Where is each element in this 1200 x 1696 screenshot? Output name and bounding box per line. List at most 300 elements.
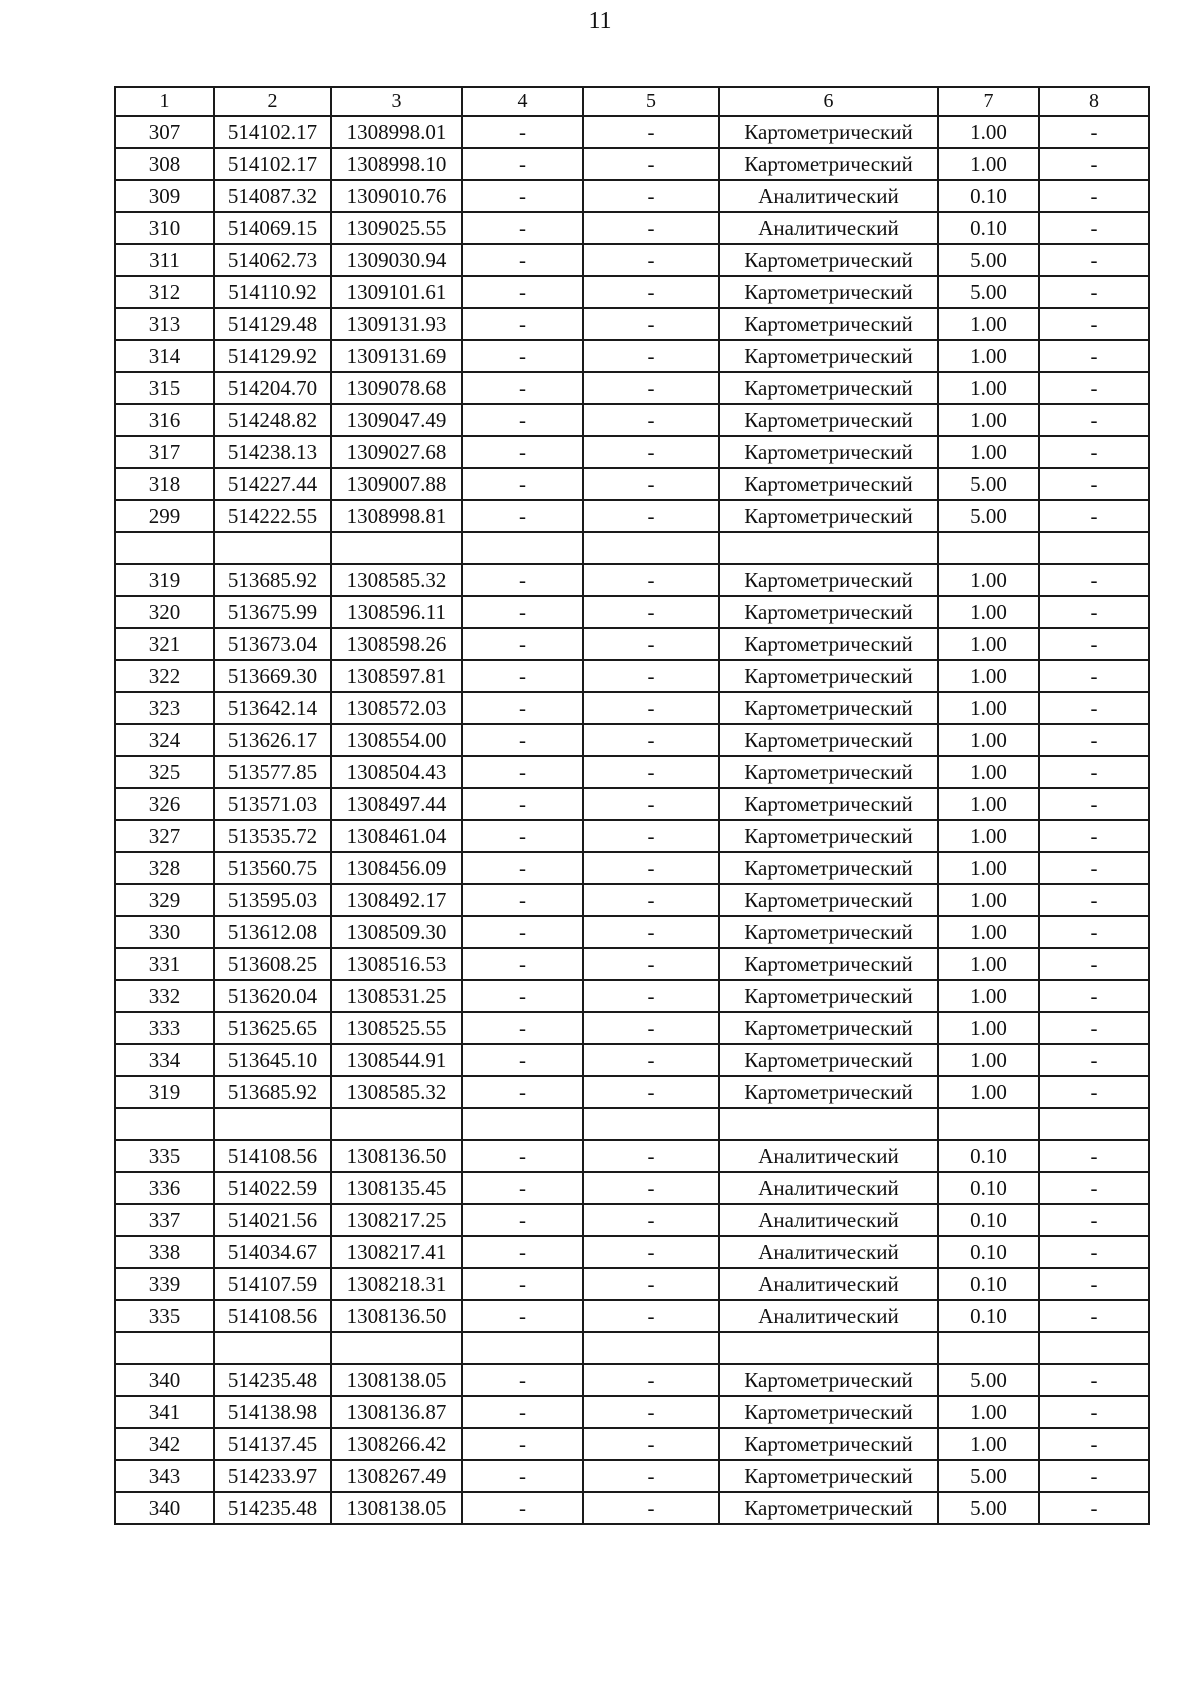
- table-row: [115, 628, 1149, 660]
- column-header-8: 8: [1039, 87, 1149, 116]
- table-cell-col-4: [462, 1332, 583, 1364]
- table-cell-col-4: -: [462, 1460, 583, 1492]
- table-cell-col-5: -: [583, 340, 719, 372]
- table-cell-col-6: Картометрический: [719, 692, 938, 724]
- table-cell-col-1: 343: [115, 1460, 214, 1492]
- table-cell-col-7: 1.00: [938, 788, 1039, 820]
- table-cell-col-1: 315: [115, 372, 214, 404]
- table-row: [115, 148, 1149, 180]
- table-cell-col-1: 318: [115, 468, 214, 500]
- table-cell-col-4: [462, 532, 583, 564]
- table-cell-col-6: Картометрический: [719, 660, 938, 692]
- table-cell-col-2: 514233.97: [214, 1460, 331, 1492]
- table-cell-col-7: [938, 532, 1039, 564]
- table-cell-col-1: 325: [115, 756, 214, 788]
- table-cell-col-2: 514069.15: [214, 212, 331, 244]
- table-cell-col-5: -: [583, 148, 719, 180]
- table-cell-col-3: 1308461.04: [331, 820, 462, 852]
- table-cell-col-5: -: [583, 436, 719, 468]
- table-cell-col-4: -: [462, 1428, 583, 1460]
- table-cell-col-6: Аналитический: [719, 1268, 938, 1300]
- table-cell-col-1: 340: [115, 1492, 214, 1524]
- table-cell-col-7: 1.00: [938, 1076, 1039, 1108]
- table-cell-col-1: [115, 1108, 214, 1140]
- table-cell-col-1: 336: [115, 1172, 214, 1204]
- table-cell-col-2: 513608.25: [214, 948, 331, 980]
- table-cell-col-8: -: [1039, 596, 1149, 628]
- table-cell-col-6: Картометрический: [719, 1364, 938, 1396]
- table-cell-col-4: -: [462, 180, 583, 212]
- table-cell-col-2: 514034.67: [214, 1236, 331, 1268]
- table-cell-col-6: Картометрический: [719, 500, 938, 532]
- table-cell-col-8: -: [1039, 244, 1149, 276]
- table-row: [115, 980, 1149, 1012]
- table-cell-col-7: 1.00: [938, 884, 1039, 916]
- table-row: [115, 1396, 1149, 1428]
- table-cell-col-6: Аналитический: [719, 1140, 938, 1172]
- table-cell-col-8: -: [1039, 788, 1149, 820]
- table-cell-col-5: -: [583, 660, 719, 692]
- table-cell-col-8: -: [1039, 1044, 1149, 1076]
- table-cell-col-1: 314: [115, 340, 214, 372]
- table-cell-col-7: 5.00: [938, 244, 1039, 276]
- table-cell-col-3: 1308525.55: [331, 1012, 462, 1044]
- table-cell-col-1: 312: [115, 276, 214, 308]
- table-cell-col-6: Картометрический: [719, 628, 938, 660]
- table-cell-col-2: [214, 1332, 331, 1364]
- table-cell-col-4: -: [462, 148, 583, 180]
- table-cell-col-1: 327: [115, 820, 214, 852]
- table-cell-col-6: Картометрический: [719, 372, 938, 404]
- table-cell-col-5: -: [583, 948, 719, 980]
- table-cell-col-5: -: [583, 628, 719, 660]
- table-cell-col-1: 319: [115, 564, 214, 596]
- table-row: [115, 308, 1149, 340]
- table-cell-col-2: [214, 532, 331, 564]
- table-cell-col-1: 337: [115, 1204, 214, 1236]
- table-cell-col-3: 1308572.03: [331, 692, 462, 724]
- table-cell-col-6: Картометрический: [719, 852, 938, 884]
- table-cell-col-3: 1309131.69: [331, 340, 462, 372]
- table-row: [115, 916, 1149, 948]
- table-cell-col-8: -: [1039, 916, 1149, 948]
- table-cell-col-7: 1.00: [938, 404, 1039, 436]
- table-cell-col-5: -: [583, 788, 719, 820]
- table-cell-col-1: 335: [115, 1300, 214, 1332]
- table-cell-col-6: Картометрический: [719, 980, 938, 1012]
- table-cell-col-4: -: [462, 1492, 583, 1524]
- table-cell-col-3: 1308138.05: [331, 1364, 462, 1396]
- table-cell-col-5: -: [583, 1364, 719, 1396]
- table-cell-col-2: 514021.56: [214, 1204, 331, 1236]
- table-cell-col-7: 1.00: [938, 756, 1039, 788]
- table-cell-col-6: Картометрический: [719, 1396, 938, 1428]
- table-cell-col-1: 333: [115, 1012, 214, 1044]
- table-cell-col-6: Аналитический: [719, 180, 938, 212]
- table-cell-col-3: 1308497.44: [331, 788, 462, 820]
- table-cell-col-4: -: [462, 244, 583, 276]
- table-cell-col-5: -: [583, 1396, 719, 1428]
- table-cell-col-2: 514248.82: [214, 404, 331, 436]
- table-cell-col-7: 5.00: [938, 1460, 1039, 1492]
- table-cell-col-4: -: [462, 820, 583, 852]
- table-cell-col-2: 514107.59: [214, 1268, 331, 1300]
- table-separator-row: [115, 532, 1149, 564]
- table-cell-col-7: 1.00: [938, 948, 1039, 980]
- table-cell-col-3: 1308585.32: [331, 1076, 462, 1108]
- table-cell-col-2: 513595.03: [214, 884, 331, 916]
- table-cell-col-6: Картометрический: [719, 1460, 938, 1492]
- table-cell-col-7: 1.00: [938, 980, 1039, 1012]
- table-row: [115, 1044, 1149, 1076]
- table-cell-col-4: -: [462, 628, 583, 660]
- table-cell-col-3: 1309131.93: [331, 308, 462, 340]
- table-cell-col-3: 1308998.01: [331, 116, 462, 148]
- table-row: [115, 1076, 1149, 1108]
- table-cell-col-4: -: [462, 308, 583, 340]
- table-cell-col-5: -: [583, 852, 719, 884]
- table-cell-col-6: Картометрический: [719, 1044, 938, 1076]
- table-cell-col-4: -: [462, 212, 583, 244]
- table-cell-col-6: Аналитический: [719, 1204, 938, 1236]
- table-cell-col-2: 514062.73: [214, 244, 331, 276]
- table-cell-col-8: -: [1039, 1172, 1149, 1204]
- table-cell-col-8: -: [1039, 500, 1149, 532]
- table-cell-col-5: -: [583, 1460, 719, 1492]
- table-cell-col-1: 324: [115, 724, 214, 756]
- table-cell-col-8: -: [1039, 948, 1149, 980]
- table-cell-col-1: 317: [115, 436, 214, 468]
- table-cell-col-2: 513685.92: [214, 1076, 331, 1108]
- table-cell-col-5: -: [583, 276, 719, 308]
- table-row: [115, 1300, 1149, 1332]
- table-row: [115, 948, 1149, 980]
- table-cell-col-3: 1308138.05: [331, 1492, 462, 1524]
- table-cell-col-7: 0.10: [938, 180, 1039, 212]
- table-row: [115, 1236, 1149, 1268]
- table-cell-col-7: 0.10: [938, 1236, 1039, 1268]
- table-cell-col-7: 1.00: [938, 340, 1039, 372]
- table-row: [115, 884, 1149, 916]
- table-cell-col-8: -: [1039, 852, 1149, 884]
- table-row: [115, 692, 1149, 724]
- table-cell-col-5: [583, 532, 719, 564]
- table-cell-col-4: [462, 1108, 583, 1140]
- table-cell-col-1: 326: [115, 788, 214, 820]
- table-cell-col-4: -: [462, 1044, 583, 1076]
- table-cell-col-6: Аналитический: [719, 212, 938, 244]
- table-cell-col-2: 513577.85: [214, 756, 331, 788]
- table-cell-col-1: 308: [115, 148, 214, 180]
- table-cell-col-8: [1039, 1108, 1149, 1140]
- table-cell-col-5: -: [583, 756, 719, 788]
- table-cell-col-8: -: [1039, 564, 1149, 596]
- table-cell-col-2: 513685.92: [214, 564, 331, 596]
- table-cell-col-5: -: [583, 1076, 719, 1108]
- table-cell-col-8: -: [1039, 340, 1149, 372]
- table-cell-col-2: 514108.56: [214, 1300, 331, 1332]
- table-cell-col-1: 342: [115, 1428, 214, 1460]
- table-cell-col-6: Картометрический: [719, 756, 938, 788]
- table-cell-col-3: 1309101.61: [331, 276, 462, 308]
- table-cell-col-8: -: [1039, 724, 1149, 756]
- table-cell-col-3: 1309010.76: [331, 180, 462, 212]
- table-cell-col-3: 1308492.17: [331, 884, 462, 916]
- table-cell-col-8: -: [1039, 148, 1149, 180]
- table-cell-col-8: -: [1039, 756, 1149, 788]
- table-row: [115, 1268, 1149, 1300]
- column-header-2: 2: [214, 87, 331, 116]
- table-cell-col-6: Картометрический: [719, 724, 938, 756]
- table-cell-col-3: 1308267.49: [331, 1460, 462, 1492]
- table-cell-col-6: Картометрический: [719, 404, 938, 436]
- table-cell-col-5: -: [583, 692, 719, 724]
- table-cell-col-4: -: [462, 756, 583, 788]
- table-cell-col-4: -: [462, 500, 583, 532]
- coordinates-table: [114, 86, 1150, 1525]
- table-cell-col-5: -: [583, 1012, 719, 1044]
- table-cell-col-2: 513642.14: [214, 692, 331, 724]
- table-cell-col-3: 1308998.81: [331, 500, 462, 532]
- table-row: [115, 1428, 1149, 1460]
- table-cell-col-4: -: [462, 564, 583, 596]
- table-cell-col-3: 1308217.25: [331, 1204, 462, 1236]
- table-cell-col-5: -: [583, 1428, 719, 1460]
- table-cell-col-3: 1308266.42: [331, 1428, 462, 1460]
- table-cell-col-1: 341: [115, 1396, 214, 1428]
- table-cell-col-6: Картометрический: [719, 148, 938, 180]
- table-cell-col-8: -: [1039, 1140, 1149, 1172]
- table-cell-col-3: 1309025.55: [331, 212, 462, 244]
- column-header-6: 6: [719, 87, 938, 116]
- table-cell-col-7: [938, 1108, 1039, 1140]
- column-header-1: 1: [115, 87, 214, 116]
- table-cell-col-4: -: [462, 1140, 583, 1172]
- table-cell-col-5: -: [583, 1172, 719, 1204]
- table-cell-col-4: -: [462, 916, 583, 948]
- table-cell-col-1: 331: [115, 948, 214, 980]
- table-cell-col-8: -: [1039, 980, 1149, 1012]
- table-cell-col-5: -: [583, 1044, 719, 1076]
- table-cell-col-3: 1309047.49: [331, 404, 462, 436]
- table-cell-col-7: 5.00: [938, 1364, 1039, 1396]
- table-cell-col-6: Картометрический: [719, 116, 938, 148]
- table-cell-col-1: 322: [115, 660, 214, 692]
- table-cell-col-7: 1.00: [938, 628, 1039, 660]
- table-cell-col-2: 514222.55: [214, 500, 331, 532]
- table-cell-col-7: 5.00: [938, 468, 1039, 500]
- table-row: [115, 756, 1149, 788]
- table-row: [115, 340, 1149, 372]
- table-cell-col-2: 514137.45: [214, 1428, 331, 1460]
- table-cell-col-6: Картометрический: [719, 884, 938, 916]
- table-cell-col-6: Картометрический: [719, 468, 938, 500]
- table-cell-col-1: [115, 1332, 214, 1364]
- table-cell-col-7: 1.00: [938, 724, 1039, 756]
- table-row: [115, 500, 1149, 532]
- table-cell-col-8: -: [1039, 820, 1149, 852]
- table-cell-col-1: 329: [115, 884, 214, 916]
- table-row: [115, 436, 1149, 468]
- header-row: [115, 87, 1149, 116]
- table-cell-col-7: 1.00: [938, 1012, 1039, 1044]
- table-cell-col-2: 513535.72: [214, 820, 331, 852]
- table-cell-col-4: -: [462, 948, 583, 980]
- table-cell-col-2: 514235.48: [214, 1492, 331, 1524]
- table-cell-col-5: -: [583, 1492, 719, 1524]
- table-row: [115, 852, 1149, 884]
- table-cell-col-5: -: [583, 372, 719, 404]
- table-cell-col-1: 339: [115, 1268, 214, 1300]
- table-row: [115, 244, 1149, 276]
- table-cell-col-7: 1.00: [938, 308, 1039, 340]
- table-cell-col-3: 1309078.68: [331, 372, 462, 404]
- table-cell-col-4: -: [462, 468, 583, 500]
- table-cell-col-3: 1308998.10: [331, 148, 462, 180]
- table-cell-col-6: Картометрический: [719, 1012, 938, 1044]
- table-cell-col-8: -: [1039, 1364, 1149, 1396]
- table-cell-col-1: 338: [115, 1236, 214, 1268]
- table-cell-col-7: 0.10: [938, 1204, 1039, 1236]
- table-cell-col-5: -: [583, 116, 719, 148]
- table-cell-col-8: -: [1039, 1396, 1149, 1428]
- table-row: [115, 1492, 1149, 1524]
- table-cell-col-6: Картометрический: [719, 948, 938, 980]
- table-cell-col-2: 514138.98: [214, 1396, 331, 1428]
- table-cell-col-8: -: [1039, 660, 1149, 692]
- table-cell-col-2: 513645.10: [214, 1044, 331, 1076]
- table-cell-col-1: [115, 532, 214, 564]
- table-cell-col-4: -: [462, 884, 583, 916]
- table-row: [115, 564, 1149, 596]
- table-cell-col-7: 5.00: [938, 276, 1039, 308]
- table-cell-col-6: Аналитический: [719, 1172, 938, 1204]
- table-separator-row: [115, 1108, 1149, 1140]
- table-row: [115, 1140, 1149, 1172]
- table-cell-col-1: 320: [115, 596, 214, 628]
- table-cell-col-8: -: [1039, 436, 1149, 468]
- table-cell-col-7: 1.00: [938, 1396, 1039, 1428]
- table-row: [115, 1172, 1149, 1204]
- table-cell-col-1: 311: [115, 244, 214, 276]
- table-cell-col-8: -: [1039, 628, 1149, 660]
- table-cell-col-8: -: [1039, 1012, 1149, 1044]
- table-cell-col-1: 309: [115, 180, 214, 212]
- table-cell-col-2: 513675.99: [214, 596, 331, 628]
- table-cell-col-2: 514108.56: [214, 1140, 331, 1172]
- table-cell-col-3: 1308531.25: [331, 980, 462, 1012]
- table-cell-col-8: -: [1039, 1076, 1149, 1108]
- table-cell-col-4: -: [462, 1300, 583, 1332]
- table-cell-col-8: -: [1039, 1268, 1149, 1300]
- page-number: 11: [588, 8, 612, 34]
- table-row: [115, 1460, 1149, 1492]
- table-cell-col-7: 0.10: [938, 1268, 1039, 1300]
- table-cell-col-7: 0.10: [938, 1172, 1039, 1204]
- table-cell-col-6: [719, 532, 938, 564]
- table-cell-col-8: -: [1039, 1300, 1149, 1332]
- table-cell-col-8: -: [1039, 308, 1149, 340]
- table-cell-col-2: 513560.75: [214, 852, 331, 884]
- table-cell-col-8: -: [1039, 1428, 1149, 1460]
- table-cell-col-2: 514129.48: [214, 308, 331, 340]
- table-cell-col-5: -: [583, 1204, 719, 1236]
- table-cell-col-1: 299: [115, 500, 214, 532]
- table-body: [115, 116, 1149, 1524]
- table-cell-col-5: -: [583, 1140, 719, 1172]
- table-cell-col-8: -: [1039, 1492, 1149, 1524]
- column-header-3: 3: [331, 87, 462, 116]
- table-cell-col-4: -: [462, 788, 583, 820]
- table-cell-col-5: -: [583, 596, 719, 628]
- table-cell-col-3: 1308597.81: [331, 660, 462, 692]
- table-cell-col-5: -: [583, 244, 719, 276]
- table-cell-col-5: -: [583, 404, 719, 436]
- table-cell-col-3: 1309027.68: [331, 436, 462, 468]
- table-cell-col-6: Картометрический: [719, 276, 938, 308]
- table-cell-col-7: 1.00: [938, 916, 1039, 948]
- table-cell-col-2: 513673.04: [214, 628, 331, 660]
- table-cell-col-6: Картометрический: [719, 1492, 938, 1524]
- table-cell-col-6: Картометрический: [719, 340, 938, 372]
- table-cell-col-5: -: [583, 980, 719, 1012]
- table-cell-col-5: -: [583, 1268, 719, 1300]
- table-cell-col-8: -: [1039, 212, 1149, 244]
- table-cell-col-8: -: [1039, 468, 1149, 500]
- table-cell-col-3: 1308596.11: [331, 596, 462, 628]
- table-cell-col-4: -: [462, 852, 583, 884]
- table-cell-col-8: -: [1039, 1204, 1149, 1236]
- table-cell-col-5: -: [583, 724, 719, 756]
- table-cell-col-8: -: [1039, 116, 1149, 148]
- table-cell-col-4: -: [462, 1172, 583, 1204]
- table-cell-col-3: 1308217.41: [331, 1236, 462, 1268]
- table-cell-col-3: 1309030.94: [331, 244, 462, 276]
- table-cell-col-8: -: [1039, 372, 1149, 404]
- table-cell-col-4: -: [462, 116, 583, 148]
- table-row: [115, 276, 1149, 308]
- table-cell-col-6: Картометрический: [719, 596, 938, 628]
- table-cell-col-6: Картометрический: [719, 788, 938, 820]
- table-cell-col-2: 513620.04: [214, 980, 331, 1012]
- table-cell-col-3: 1308585.32: [331, 564, 462, 596]
- table-row: [115, 372, 1149, 404]
- table-cell-col-6: Картометрический: [719, 308, 938, 340]
- table-cell-col-4: -: [462, 404, 583, 436]
- table-cell-col-4: -: [462, 1364, 583, 1396]
- table-cell-col-7: 5.00: [938, 1492, 1039, 1524]
- table-row: [115, 724, 1149, 756]
- table-cell-col-5: -: [583, 468, 719, 500]
- table-cell-col-2: 514022.59: [214, 1172, 331, 1204]
- table-cell-col-4: -: [462, 1396, 583, 1428]
- table-cell-col-7: 1.00: [938, 116, 1039, 148]
- table-cell-col-4: -: [462, 1076, 583, 1108]
- table-cell-col-4: -: [462, 1012, 583, 1044]
- table-row: [115, 1204, 1149, 1236]
- table-cell-col-1: 335: [115, 1140, 214, 1172]
- table-cell-col-4: -: [462, 724, 583, 756]
- table-cell-col-2: 513625.65: [214, 1012, 331, 1044]
- table-cell-col-1: 307: [115, 116, 214, 148]
- table-cell-col-1: 332: [115, 980, 214, 1012]
- table-cell-col-7: 1.00: [938, 564, 1039, 596]
- table-separator-row: [115, 1332, 1149, 1364]
- table-cell-col-1: 330: [115, 916, 214, 948]
- table-cell-col-5: -: [583, 820, 719, 852]
- table-cell-col-8: -: [1039, 276, 1149, 308]
- table-cell-col-7: 5.00: [938, 500, 1039, 532]
